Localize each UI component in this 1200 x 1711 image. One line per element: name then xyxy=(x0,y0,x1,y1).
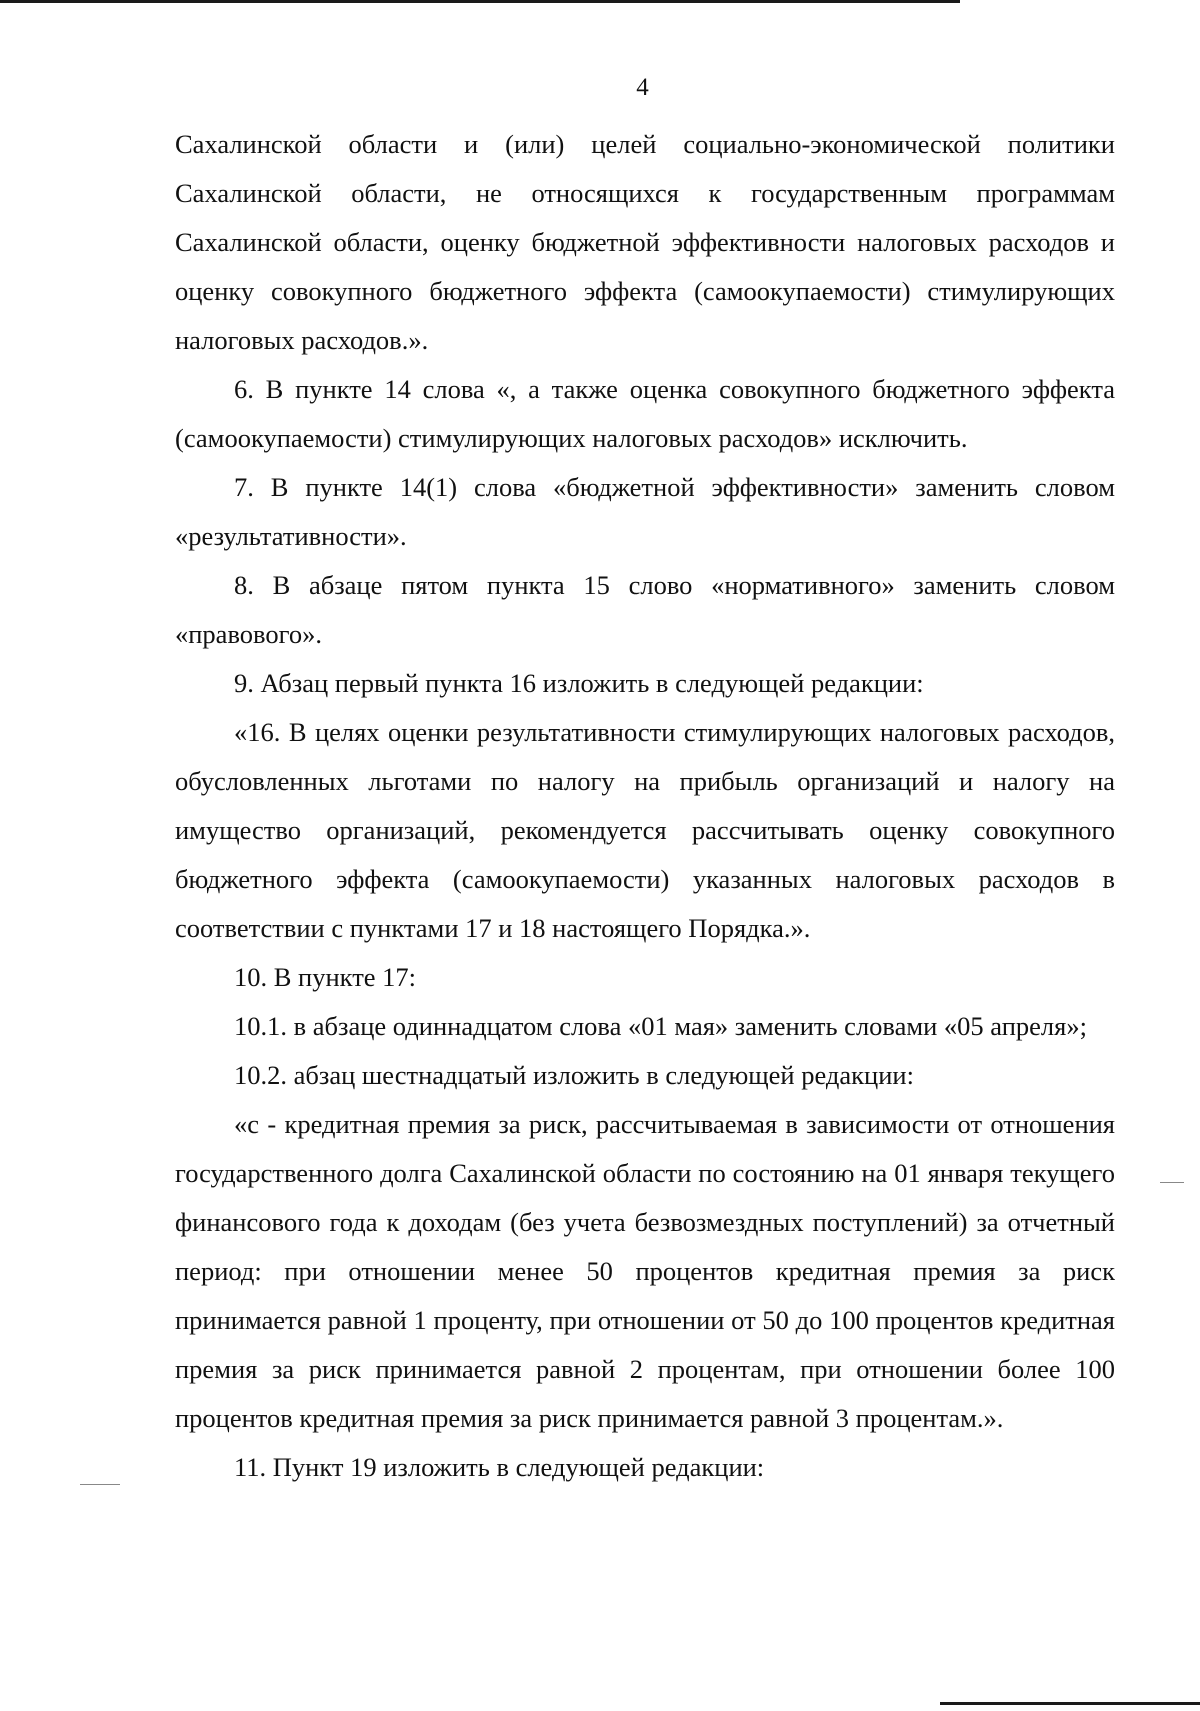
paragraph-item-10-2: 10.2. абзац шестнадцатый изложить в следующей редакции: xyxy=(234,1060,914,1090)
paragraph-continuation: Сахалинской области и (или) целей социально-экономической политики Сахалинской области, не относящихся к государственным программам Сахалинской области, оценку бюджетной эффективности налоговых расходов и оценку совокупного бюджетного эффекта (самоокупаемости) стимулирующих налоговых расходов.». xyxy=(175,129,1115,355)
page-number: 4 xyxy=(636,74,649,101)
scan-speck xyxy=(1160,1182,1184,1183)
paragraph-quote-c: «c - кредитная премия за риск, рассчитываемая в зависимости от отношения государственного долга Сахалинской области по состоянию на 01 января текущего финансового года к доходам (без учета безвозмездных поступлений) за отчетный период: при отношении менее 50 процентов кредитная премия за риск принимается равной 1 проценту, при отношении от 50 до 100 процентов кредитная премия за риск принимается равной 2 процентам, при отношении более 100 процентов кредитная премия за риск принимается равной 3 процентам.». xyxy=(175,1109,1115,1433)
scan-top-edge xyxy=(0,0,960,3)
paragraph-item-9: 9. Абзац первый пункта 16 изложить в следующей редакции: xyxy=(234,668,924,698)
document-body xyxy=(175,120,1115,1492)
paragraph-item-10-1: 10.1. в абзаце одиннадцатом слова «01 мая» заменить словами «05 апреля»; xyxy=(234,1011,1087,1041)
paragraph-quote-16: «16. В целях оценки результативности стимулирующих налоговых расходов, обусловленных льготами по налогу на прибыль организаций и налогу на имущество организаций, рекомендуется рассчитывать оценку совокупного бюджетного эффекта (самоокупаемости) указанных налоговых расходов в соответствии с пунктами 17 и 18 настоящего Порядка.». xyxy=(175,717,1115,943)
scan-bottom-edge xyxy=(940,1702,1200,1705)
scan-speck xyxy=(80,1484,120,1485)
paragraph-item-11: 11. Пункт 19 изложить в следующей редакции: xyxy=(234,1452,765,1482)
paragraph-item-7: 7. В пункте 14(1) слова «бюджетной эффективности» заменить словом «результативности». xyxy=(175,472,1115,551)
paragraph-item-10: 10. В пункте 17: xyxy=(234,962,417,992)
paragraph-item-6: 6. В пункте 14 слова «, а также оценка совокупного бюджетного эффекта (самоокупаемости) стимулирующих налоговых расходов» исключить. xyxy=(175,374,1115,453)
paragraph-item-8: 8. В абзаце пятом пункта 15 слово «нормативного» заменить словом «правового». xyxy=(175,570,1115,649)
